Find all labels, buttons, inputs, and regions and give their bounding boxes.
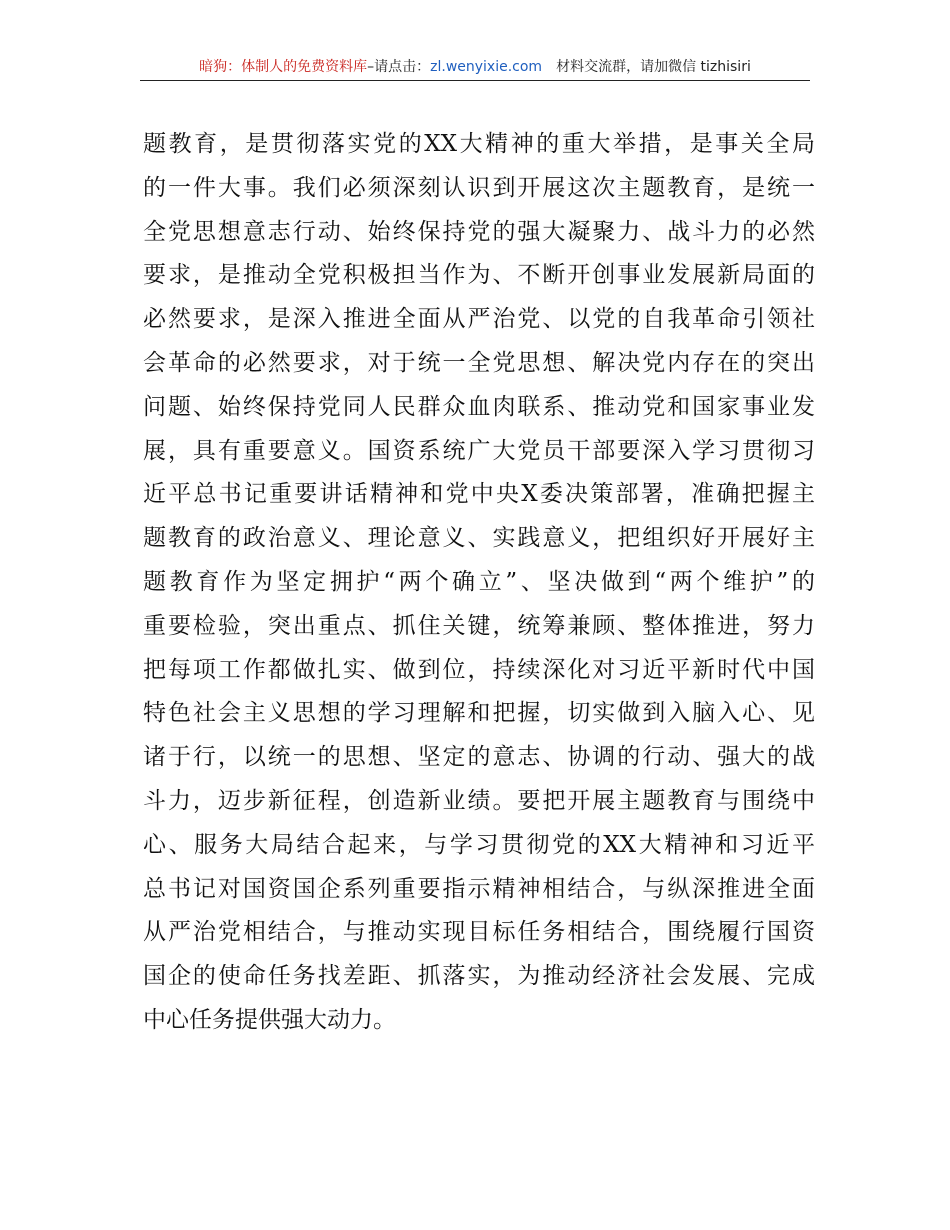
body-line: 特色社会主义思想的学习理解和把握，切实做到入脑入心、见 bbox=[143, 700, 815, 727]
body-line: 从严治党相结合，与推动实现目标任务相结合，围绕履行国资 bbox=[143, 919, 815, 946]
body-line: 把每项工作都做扎实、做到位，持续深化对习近平新时代中国 bbox=[143, 656, 815, 683]
body-line: 中心任务提供强大动力。 bbox=[143, 1006, 396, 1033]
body-line: 总书记对国资国企系列重要指示精神相结合，与纵深推进全面 bbox=[143, 875, 815, 902]
body-line: 会革命的必然要求，对于统一全党思想、解决党内存在的突出 bbox=[143, 349, 815, 376]
body-line: 题教育，是贯彻落实党的XX大精神的重大举措，是事关全局 bbox=[143, 131, 815, 157]
body-line: 斗力，迈步新征程，创造新业绩。要把开展主题教育与围绕中 bbox=[143, 787, 815, 814]
body-line: 题教育的政治意义、理论意义、实践意义，把组织好开展好主 bbox=[143, 525, 815, 552]
body-line: 国企的使命任务找差距、抓落实，为推动经济社会发展、完成 bbox=[143, 963, 815, 990]
body-line: 要求，是推动全党积极担当作为、不断开创事业发展新局面的 bbox=[143, 262, 815, 289]
body-line: 心、服务大局结合起来，与学习贯彻党的XX大精神和习近平 bbox=[143, 831, 815, 858]
header-brand: 暗狗：体制人的免费资料库 bbox=[199, 59, 368, 75]
body-line: 的一件大事。我们必须深刻认识到开展这次主题教育，是统一 bbox=[143, 174, 815, 201]
document-body bbox=[143, 123, 815, 1043]
body-line: 问题、始终保持党同人民群众血肉联系、推动党和国家事业发 bbox=[143, 393, 815, 420]
body-line: 近平总书记重要讲话精神和党中央X委决策部署，准确把握主 bbox=[143, 481, 815, 508]
body-line: 重要检验，突出重点、抓住关键，统筹兼顾、整体推进，努力 bbox=[143, 612, 815, 639]
body-line: 必然要求，是深入推进全面从严治党、以党的自我革命引领社 bbox=[143, 306, 815, 333]
body-line: 诸于行，以统一的思想、坚定的意志、协调的行动、强大的战 bbox=[143, 744, 815, 771]
header-link[interactable]: zl.wenyixie.com bbox=[430, 59, 543, 75]
page-header bbox=[140, 56, 810, 81]
header-prompt: –请点击： bbox=[367, 59, 431, 75]
body-line: 题教育作为坚定拥护“两个确立”、坚决做到“两个维护”的 bbox=[143, 568, 815, 595]
body-line: 展，具有重要意义。国资系统广大党员干部要深入学习贯彻习 bbox=[143, 437, 815, 464]
header-contact: 材料交流群，请加微信 tizhisiri bbox=[556, 59, 751, 75]
body-line: 全党思想意志行动、始终保持党的强大凝聚力、战斗力的必然 bbox=[143, 218, 815, 245]
